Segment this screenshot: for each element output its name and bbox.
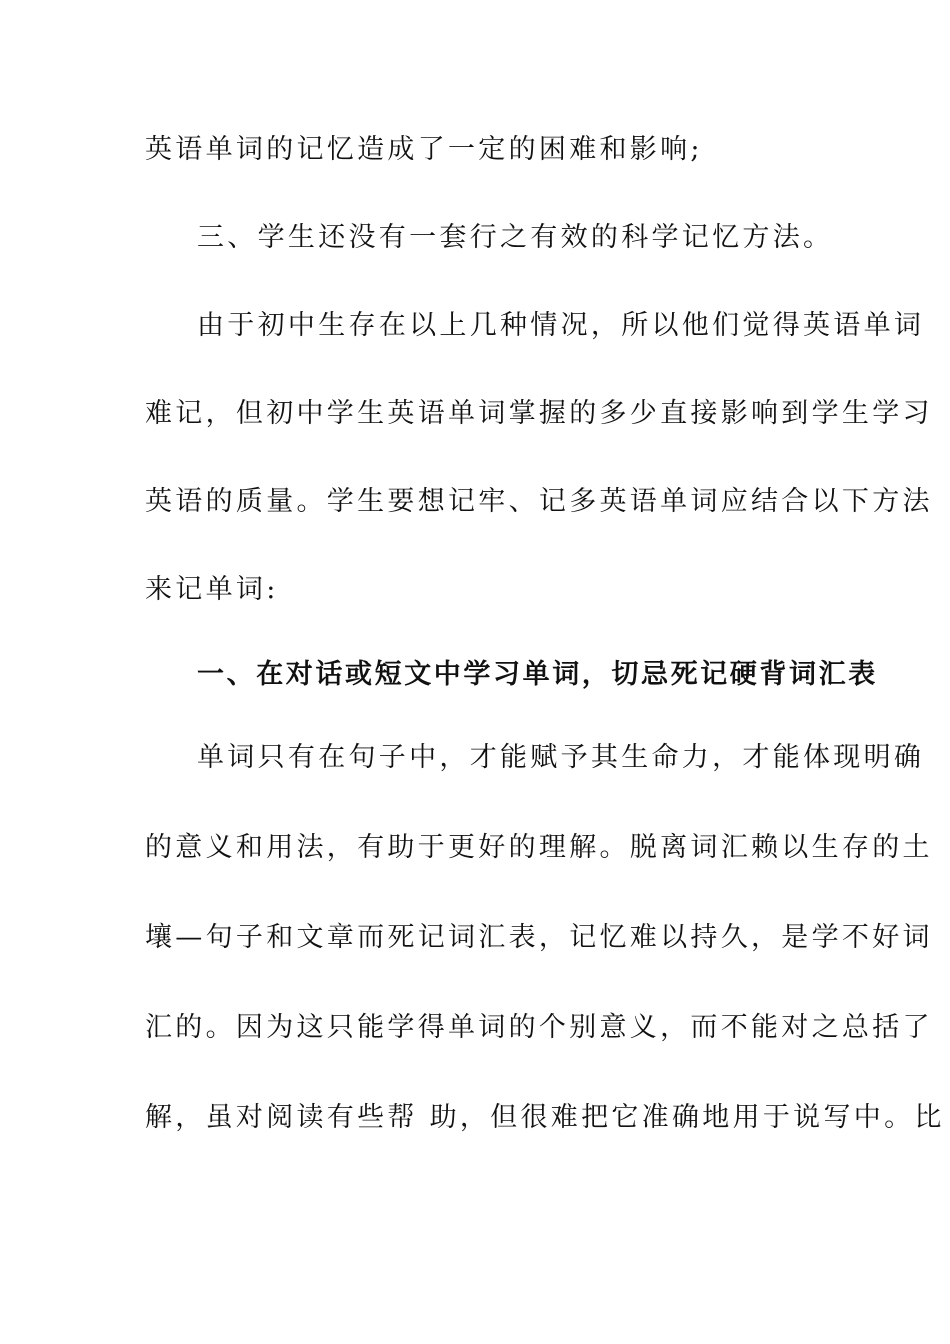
paragraph-line: 单词只有在句子中，才能赋予其生命力，才能体现明确 [197, 742, 925, 773]
paragraph-line: 英语的质量。学生要想记牢、记多英语单词应结合以下方法 [145, 486, 933, 517]
paragraph-line: 难记，但初中学生英语单词掌握的多少直接影响到学生学习 [145, 398, 933, 429]
paragraph-line: 三、学生还没有一套行之有效的科学记忆方法。 [197, 222, 834, 253]
paragraph-line: 英语单词的记忆造成了一定的困难和影响; [145, 134, 703, 165]
paragraph-line: 解，虽对阅读有些帮 助，但很难把它准确地用于说写中。比 [145, 1102, 945, 1133]
paragraph-line: 由于初中生存在以上几种情况，所以他们觉得英语单词 [197, 310, 925, 341]
paragraph-line: 壤—句子和文章而死记词汇表，记忆难以持久，是学不好词 [145, 922, 933, 953]
paragraph-line: 来记单词: [145, 574, 279, 605]
paragraph-line: 的意义和用法，有助于更好的理解。脱离词汇赖以生存的土 [145, 832, 933, 863]
paragraph-line: 汇的。因为这只能学得单词的个别意义，而不能对之总括了 [145, 1012, 933, 1043]
section-heading: 一、在对话或短文中学习单词，切忌死记硬背词汇表 [197, 659, 878, 690]
